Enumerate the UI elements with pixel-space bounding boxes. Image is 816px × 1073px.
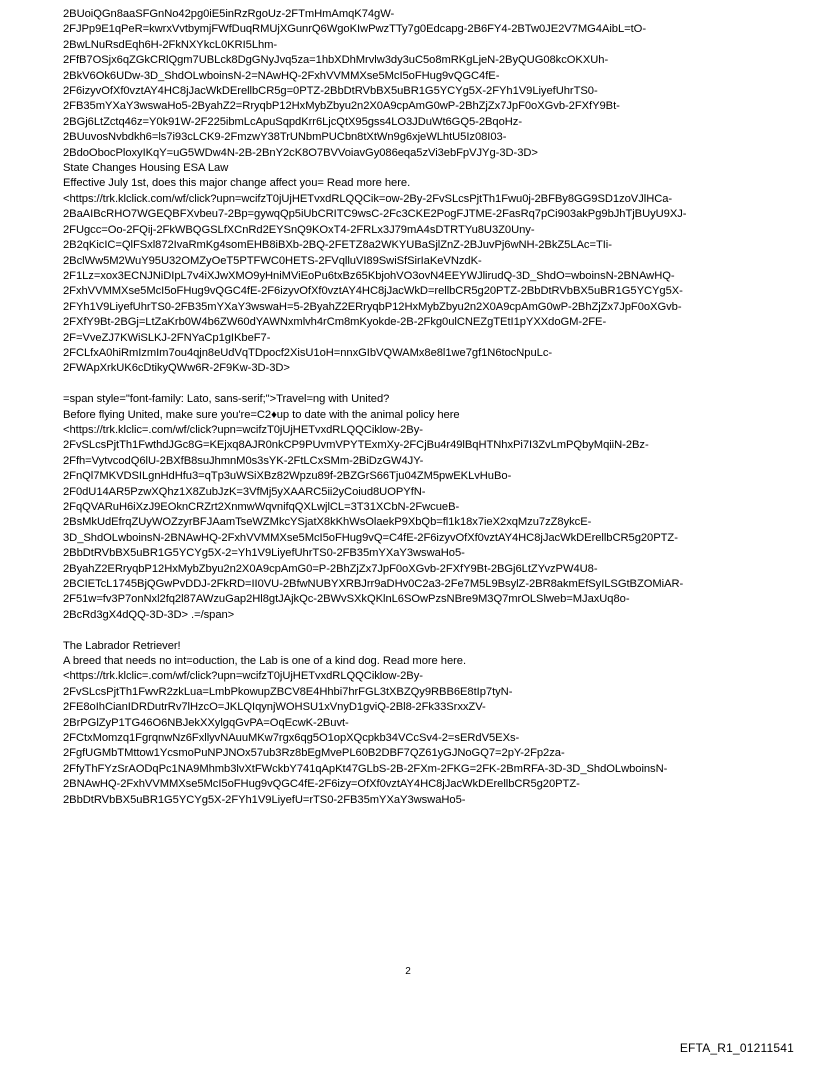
text-line: 2FqQVARuH6iXzJ9EOknCRZrt2XnmwWqvnifqQXLwjlCL=3T31XCbN-2FwcueB- bbox=[63, 500, 460, 513]
document-id-footer: EFTA_R1_01211541 bbox=[679, 1041, 794, 1055]
text-line: 2FWApXrkUK6cDtikyQWw6R-2F9Kw-3D-3D> bbox=[63, 362, 290, 375]
text-line: 2FvSLcsPjtTh1FwthdJGc8G=KEjxq8AJR0nkCP9PUvmVPYTExmXy-2FCjBu4r49lBqHTNhxPi7I3ZvLmPQbyMqiiN-2Bz- bbox=[63, 439, 649, 452]
text-line: 2BNAwHQ-2FxhVVMMXse5McI5oFHug9vQGC4fE-2F6izy=OfXf0vztAY4HC8jJacWkDErellbCR5g20PTZ- bbox=[63, 778, 580, 791]
text-line: 2BrPGlZyP1TG46O6NBJekXXylgqGvPA=OqEcwK-2Buvt- bbox=[63, 716, 349, 729]
text-line bbox=[63, 377, 763, 392]
text-line: 2BwLNuRsdEqh6H-2FkNXYkcL0KRI5Lhm- bbox=[63, 38, 278, 51]
text-line: 2FYh1V9LiyefUhrTS0-2FB35mYXaY3wswaH=5-2ByahZ2ERryqbP12HxMybZbyu2n2X0A9cpAmG0wP-2BhZjZx7JpF0oXGvb- bbox=[63, 300, 682, 313]
text-line: 2BbDtRVbBX5uBR1G5YCYg5X-2FYh1V9LiyefU=rTS0-2FB35mYXaY3wswaHo5- bbox=[63, 793, 466, 806]
text-line: 2F1Lz=xox3ECNJNiDIpL7v4iXJwXMO9yHniMViEoPu6txBz65KbjohVO3ovN4EEYWJlirudQ-3D_ShdO=wboinsN-2BNAwHQ- bbox=[63, 269, 675, 282]
text-line: <https://trk.klclick.com/wf/click?upn=wcifzT0jUjHETvxdRLQQCik=ow-2By-2FvSLcsPjtTh1Fwu0j-2BFBy8GG9SD1zoVJlHCa- bbox=[63, 192, 673, 205]
text-line: 2FgfUGMbTMttow1YcsmoPuNPJNOx57ub3Rz8bEgMvePL60B2DBF7QZ61yGJNoGQ7=2pY-2Fp2za- bbox=[63, 747, 565, 760]
text-line: 2BclWw5M2WuY95U32OMZyOeT5PTFWC0HETS-2FVqlluVI89SwiSfSirIaKeVNzdK- bbox=[63, 254, 482, 267]
text-line: 2FJPp9E1qPeR=kwrxVvtbymjFWfDuqRMUjXGunrQ6WgoKIwPwzTTy7g0Edcapg-2B6FY4-2BTw0JE2V7MG4AibL=tO- bbox=[63, 23, 647, 36]
text-line: <https://trk.klclic=.com/wf/click?upn=wcifzT0jUjHETvxdRLQQCiklow-2By- bbox=[63, 670, 423, 683]
text-line: 2FE8oIhCianIDRDutrRv7lHzcO=JKLQIqynjWOHSU1xVnyD1gviQ-2Bl8-2Fk33SrxxZV- bbox=[63, 701, 486, 714]
text-line: The Labrador Retriever! bbox=[63, 639, 181, 652]
text-line: 2BbDtRVbBX5uBR1G5YCYg5X-2=Yh1V9LiyefUhrTS0-2FB35mYXaY3wswaHo5- bbox=[63, 547, 465, 560]
text-line: 2F=VveZJ7KWiSLKJ-2FNYaCp1gIKbeF7- bbox=[63, 331, 271, 344]
text-line: 2FCLfxA0hiRmIzmIm7ou4qjn8eUdVqTDpocf2XisU1oH=nnxGIbVQWAMx8e8l1we7gf1N6tocNpuLc- bbox=[63, 346, 553, 359]
text-line: 2BUuvosNvbdkh6=ls7i93cLCK9-2FmzwY38TrUNbmPUCbn8tXtWn9g6xjeWLhtU5Iz08I03- bbox=[63, 131, 507, 144]
text-line: <https://trk.klclic=.com/wf/click?upn=wcifzT0jUjHETvxdRLQQCiklow-2By- bbox=[63, 423, 423, 436]
text-line: 2BsMkUdEfrqZUyWOZzyrBFJAamTseWZMkcYSjatX8kKhWsOlaekP9XbQb=fl1k18x7ieX2xqMzu7zZ8ykcE- bbox=[63, 516, 592, 529]
text-line: 2FfyThFYzSrAODqPc1NA9Mhmb3lvXtFWckbY741qApKt47GLbS-2B-2FXm-2FKG=2FK-2BmRFA-3D-3D_ShdOLwboinsN- bbox=[63, 762, 668, 775]
text-line: 2BUoiQGn8aaSFGnNo42pg0iE5inRzRgoUz-2FTmHmAmqK74gW- bbox=[63, 8, 395, 20]
text-line: 2ByahZ2ERryqbP12HxMybZbyu2n2X0A9cpAmG0=P-2BhZjZx7JpF0oXGvb-2FXfY9Bt-2BGj6LtZYvzPW4U8- bbox=[63, 562, 598, 575]
text-line: 2BcRd3gX4dQQ-3D-3D> .=/span> bbox=[63, 608, 235, 621]
text-line: 2B2qKicIC=QlFSxl872IvaRmKg4somEHB8iBXb-2BQ-2FETZ8a2WKYUBaSjlZnZ-2BJuvPj6wNH-2BkZ5LAc=TIi- bbox=[63, 239, 612, 252]
text-line: Before flying United, make sure you're=C2♦up to date with the animal policy here bbox=[63, 408, 460, 421]
text-line: 2FCtxMomzq1FgrqnwNz6FxllyvNAuuMKw7rgx6qg5O1opXQcpkb34VCcSv4-2=sERdV5EXs- bbox=[63, 732, 520, 745]
text-line: 2BdoObocPloxyIKqY=uG5WDw4N-2B-2BnY2cK8O7BVVoiavGy086eqa5zVi3ebFpVJYg-3D-3D> bbox=[63, 146, 538, 159]
text-line: 2FvSLcsPjtTh1FwvR2zkLua=LmbPkowupZBCV8E4Hhbi7hrFGL3tXBZQy9RBB6E8tIp7tyN- bbox=[63, 685, 513, 698]
text-line: Effective July 1st, does this major change affect you= Read more here. bbox=[63, 177, 411, 190]
text-line: 2FXfY9Bt-2BGj=LtZaKrb0W4b6ZW60dYAWNxmlvh4rCm8mKyokde-2B-2Fkg0ulCNEZgTEtI1pYXXdoGM-2FE- bbox=[63, 316, 607, 329]
text-line: 2BGj6LtZctq46z=Y0k91W-2F225ibmLcApuSqpdKrr6LjcQtX95gss4LO3JDuWt6GQ5-2BqoHz- bbox=[63, 115, 522, 128]
text-line: =span style="font-family: Lato, sans-serif;">Travel=ng with United? bbox=[63, 393, 390, 406]
page-number: 2 bbox=[405, 966, 411, 977]
text-line: 2F51w=fv3P7onNxl2fq2l87AWzuGap2Hl8gtJAjkQc-2BWvSXkQKlnL6SOwPzsNBre9M3Q7mrOLSlweb=MJaxUq8o- bbox=[63, 593, 630, 606]
text-line: 2FxhVVMMXse5McI5oFHug9vQGC4fE-2F6izyvOfXf0vztAY4HC8jJacWkD=rellbCR5g20PTZ-2BbDtRVbBX5uBR1G5YCYg5X- bbox=[63, 285, 683, 298]
text-line: 3D_ShdOLwboinsN-2BNAwHQ-2FxhVVMMXse5McI5oFHug9vQ=C4fE-2F6izyvOfXf0vztAY4HC8jJacWkDErellbCR5g20PTZ- bbox=[63, 531, 678, 544]
text-line: 2F0dU14AR5PzwXQhz1X8ZubJzK=3VfMj5yXAARC5ii2yCoiud8UOPYfN- bbox=[63, 485, 426, 498]
text-line: 2BCIETcL1745BjQGwPvDDJ-2FkRD=II0VU-2BfwNUBYXRBJrr9aDHv0C2a3-2Fe7M5L9BsylZ-2BR8akmEfSyILSGtBZOMiAR- bbox=[63, 578, 684, 591]
text-line: 2FfB7OSjx6qZGkCRlQgm7UBLck8DgGNyJvq5za=1hbXDhMrvlw3dy3uC5o8mRKgLjeN-2ByQUG08kcOKXUh- bbox=[63, 54, 609, 67]
email-body-text bbox=[63, 7, 763, 808]
text-line: State Changes Housing ESA Law bbox=[63, 162, 229, 175]
text-line: 2F6izyvOfXf0vztAY4HC8jJacWkDErellbCR5g=0PTZ-2BbDtRVbBX5uBR1G5YCYg5X-2FYh1V9LiyefUhrTS0- bbox=[63, 85, 598, 98]
text-line: 2FnQl7MKVDSILgnHdHfu3=qTp3uWSiXBz82Wpzu89f-2BZGrS66Tju04ZM5pwEKLvHuBo- bbox=[63, 470, 512, 483]
text-line bbox=[63, 623, 763, 638]
text-line: A breed that needs no int=oduction, the Lab is one of a kind dog. Read more here. bbox=[63, 655, 467, 668]
text-line: 2Ffh=VytvcodQ6lU-2BXfB8suJhmnM0s3sYK-2FtLCxSMm-2BiDzGW4JY- bbox=[63, 454, 424, 467]
text-line: 2FB35mYXaY3wswaHo5-2ByahZ2=RryqbP12HxMybZbyu2n2X0A9cpAmG0wP-2BhZjZx7JpF0oXGvb-2FXfY9Bt- bbox=[63, 100, 620, 113]
text-line: 2BkV6Ok6UDw-3D_ShdOLwboinsN-2=NAwHQ-2FxhVVMMXse5McI5oFHug9vQGC4fE- bbox=[63, 69, 500, 82]
text-line: 2FUgcc=Oo-2FQij-2FkWBQGSLfXCnRd2EYSnQ9KOxT4-2FRLx3J79mA4sDTRTYu8U3Z0Uny- bbox=[63, 223, 535, 236]
text-line: 2BaAIBcRHO7WGEQBFXvbeu7-2Bp=gywqQp5iUbCRITC9wsC-2Fc3CKE2PogFJTME-2FasRq7pCi903akPg9bJhTjBUyU9XJ- bbox=[63, 208, 687, 221]
